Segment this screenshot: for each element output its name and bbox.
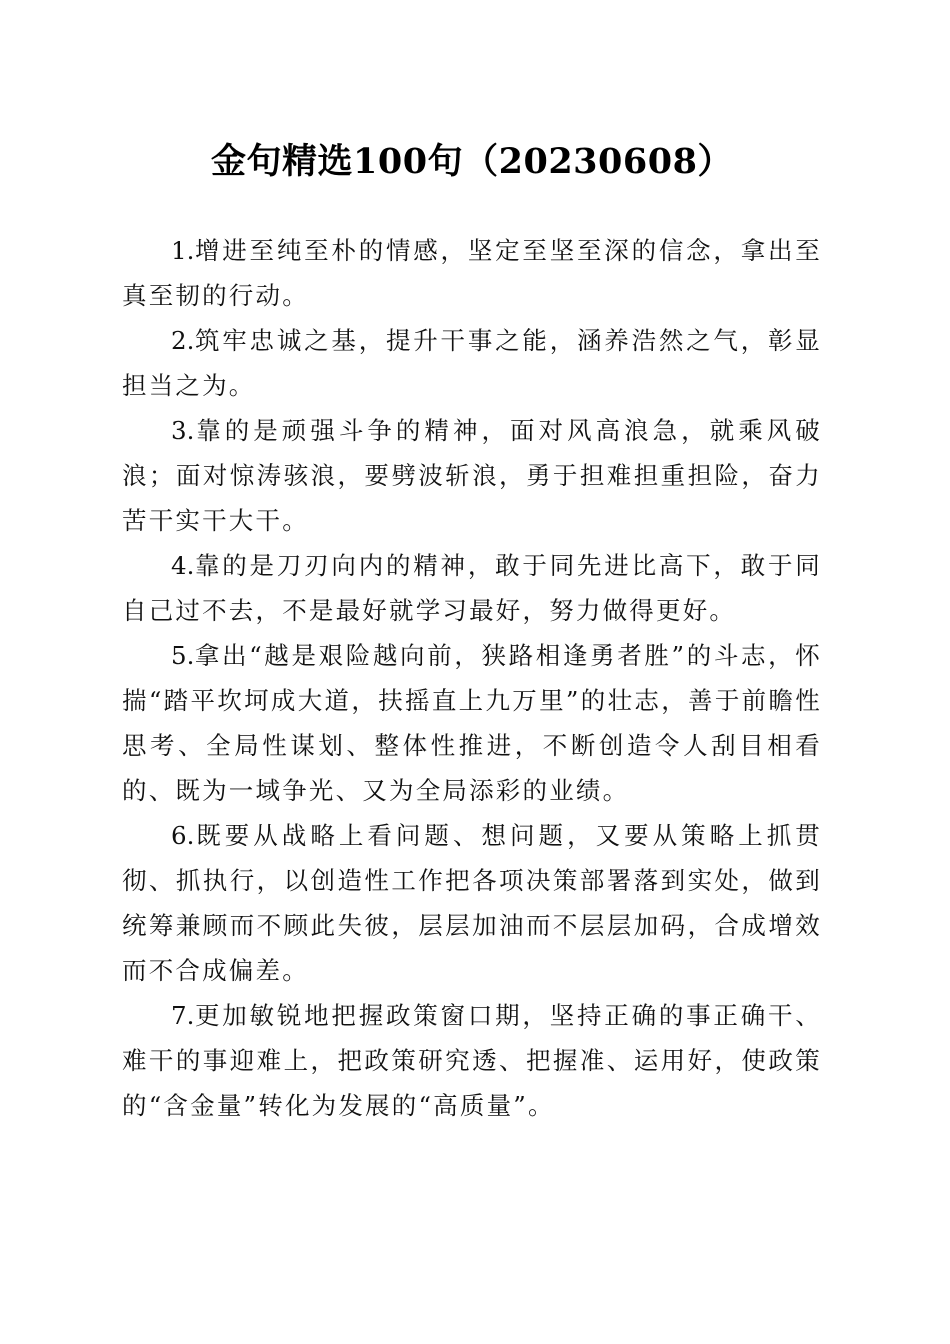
paragraph-6 [122, 813, 822, 993]
paragraph-4 [122, 543, 822, 633]
paragraph-text: 增进至纯至朴的情感，坚定至坚至深的信念，拿出至真至韧的行动。 [122, 236, 822, 310]
paragraph-7 [122, 993, 822, 1128]
paragraph-number: 6. [171, 821, 195, 850]
paragraph-number: 1. [171, 236, 195, 265]
paragraph-5 [122, 633, 822, 813]
paragraph-text: 靠的是刀刃向内的精神，敢于同先进比高下，敢于同自己过不去，不是最好就学习最好，努力做得更好。 [122, 551, 822, 625]
paragraph-text: 筑牢忠诚之基，提升干事之能，涵养浩然之气，彰显担当之为。 [122, 326, 822, 400]
paragraph-1 [122, 228, 822, 318]
document-body [122, 228, 822, 1128]
paragraph-3 [122, 408, 822, 543]
paragraph-number: 5. [171, 641, 195, 670]
paragraph-number: 3. [171, 416, 195, 445]
paragraph-text: 靠的是顽强斗争的精神，面对风高浪急，就乘风破浪；面对惊涛骇浪，要劈波斩浪，勇于担难担重担险，奋力苦干实干大干。 [122, 416, 822, 535]
paragraph-number: 7. [171, 1001, 195, 1030]
document-title: 金句精选100句（20230608） [211, 141, 733, 182]
paragraph-text: 更加敏锐地把握政策窗口期，坚持正确的事正确干、难干的事迎难上，把政策研究透、把握准、运用好，使政策的“含金量”转化为发展的“高质量”。 [122, 1001, 822, 1120]
paragraph-number: 4. [171, 551, 195, 580]
paragraph-text: 拿出“越是艰险越向前，狭路相逢勇者胜”的斗志，怀揣“踏平坎坷成大道，扶摇直上九万里”的壮志，善于前瞻性思考、全局性谋划、整体性推进，不断创造令人刮目相看的、既为一域争光、又为全局添彩的业绩。 [122, 641, 822, 805]
paragraph-text: 既要从战略上看问题、想问题，又要从策略上抓贯彻、抓执行，以创造性工作把各项决策部署落到实处，做到统筹兼顾而不顾此失彼，层层加油而不层层加码，合成增效而不合成偏差。 [122, 821, 822, 985]
paragraph-2 [122, 318, 822, 408]
paragraph-number: 2. [171, 326, 195, 355]
